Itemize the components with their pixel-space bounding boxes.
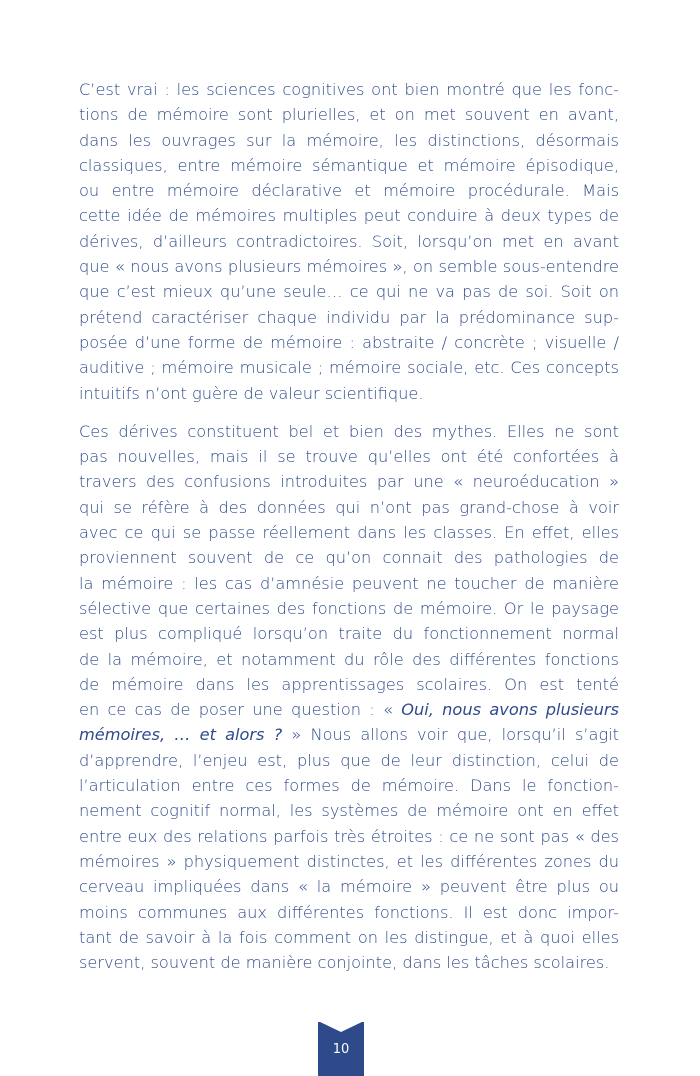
text-line: Ces dérives constituent bel et bien des mythes. Elles ne sont	[79, 421, 619, 441]
text-line: pas nouvelles, mais il se trouve qu’elles ont été confortées à	[79, 447, 619, 467]
text-line: que c’est mieux qu’une seule… ce qui ne va pas de soi. Soit on	[79, 282, 619, 302]
text-line: posée d’une forme de mémoire : abstraite / concrète ; visuelle /	[79, 332, 619, 352]
paragraph-gap	[79, 406, 619, 419]
text-line: auditive ; mémoire musicale ; mémoire sociale, etc. Ces concepts	[79, 358, 619, 378]
folio-notch-shape	[318, 1021, 364, 1033]
text-line	[79, 697, 619, 722]
text-line: travers des confusions introduites par une « neuroéducation »	[79, 472, 619, 492]
text-line	[79, 722, 619, 747]
text-line: est plus compliqué lorsqu’on traite du fonctionnement normal	[79, 624, 619, 644]
quote-italic-part1: Oui, nous avons plusieurs	[401, 700, 619, 720]
text-line: de la mémoire, et notamment du rôle des différentes fonctions	[79, 649, 619, 669]
paragraph-1	[79, 77, 619, 406]
text-line: classiques, entre mémoire sémantique et mémoire épisodique,	[79, 155, 619, 175]
quote-italic-part2: mémoires, … et alors ?	[79, 725, 283, 745]
text-line: que « nous avons plusieurs mémoires », on semble sous-entendre	[79, 257, 619, 277]
text-line: avec ce qui se passe réellement dans les classes. En effet, elles	[79, 523, 619, 543]
page-number-tab	[318, 1022, 364, 1076]
text-line: la mémoire : les cas d’amnésie peuvent ne toucher de manière	[79, 573, 619, 593]
text-line: sélective que certaines des fonctions de mémoire. Or le paysage	[79, 598, 619, 618]
text-line: moins communes aux différentes fonctions. Il est donc impor-	[79, 902, 619, 922]
quote-suffix: » Nous allons voir que, lorsqu’il s’agit	[282, 725, 620, 745]
text-line: tions de mémoire sont plurielles, et on met souvent en avant,	[79, 105, 619, 125]
body-text	[79, 77, 619, 975]
text-line: ou entre mémoire déclarative et mémoire procédurale. Mais	[79, 181, 619, 201]
text-line: intuitifs n’ont guère de valeur scientifique.	[79, 383, 424, 403]
text-line: servent, souvent de manière conjointe, dans les tâches scolaires.	[79, 953, 610, 973]
text-line: dans les ouvrages sur la mémoire, les distinctions, désormais	[79, 130, 619, 150]
text-line: proviennent souvent de ce qu’on connait des pathologies de	[79, 548, 619, 568]
text-line: tant de savoir à la fois comment on les distingue, et à quoi elles	[79, 927, 619, 947]
text-line: dérives, d’ailleurs contradictoires. Soit, lorsqu’on met en avant	[79, 231, 619, 251]
text-line: mémoires » physiquement distinctes, et les différentes zones du	[79, 851, 619, 871]
text-line: cette idée de mémoires multiples peut conduire à deux types de	[79, 206, 619, 226]
text-line: cerveau impliquées dans « la mémoire » peuvent être plus ou	[79, 877, 619, 897]
quote-prefix: en ce cas de poser une question : «	[79, 700, 402, 720]
text-line: prétend caractériser chaque individu par la prédominance sup-	[79, 307, 619, 327]
text-line: d’apprendre, l’enjeu est, plus que de leur distinction, celui de	[79, 750, 619, 770]
text-line: l’articulation entre ces formes de mémoire. Dans le fonction-	[79, 776, 619, 796]
page-number: 10	[332, 1042, 350, 1057]
text-line: nement cognitif normal, les systèmes de mémoire ont en effet	[79, 801, 619, 821]
text-line: qui se réfère à des données qui n’ont pas grand-chose à voir	[79, 497, 619, 517]
text-line: de mémoire dans les apprentissages scolaires. On est tenté	[79, 674, 619, 694]
text-line: C’est vrai : les sciences cognitives ont bien montré que les fonc-	[79, 80, 619, 99]
text-line: entre eux des relations parfois très étroites : ce ne sont pas « des	[79, 826, 619, 846]
paragraph-2	[79, 419, 619, 976]
